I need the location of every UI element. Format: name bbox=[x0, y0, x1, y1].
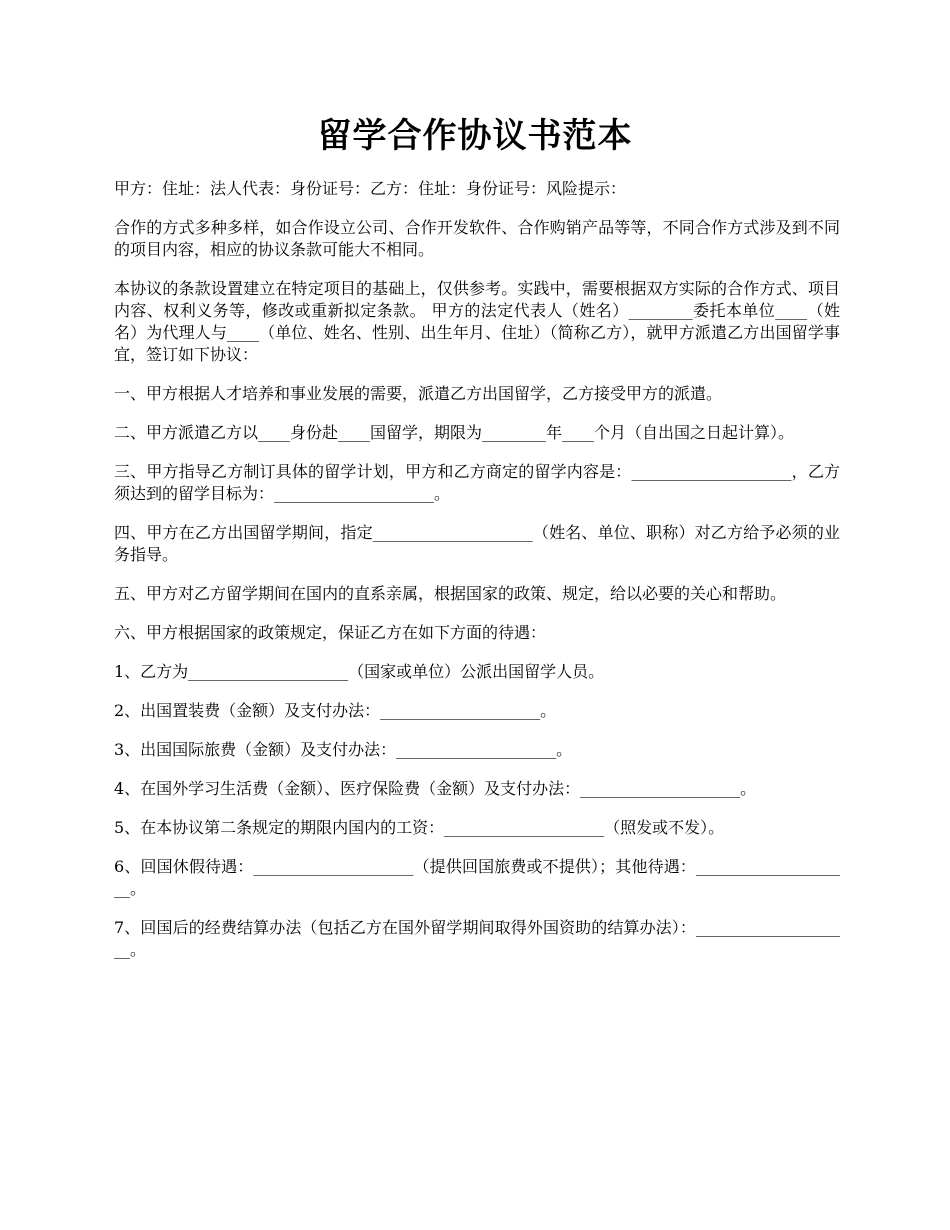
benefit-item-3: 3、出国国际旅费（金额）及支付办法：____________________。 bbox=[114, 740, 573, 759]
document-body bbox=[114, 178, 840, 978]
benefit-item-4: 4、在国外学习生活费（金额）、医疗保险费（金额）及支付办法：____________________。 bbox=[114, 779, 757, 798]
benefit-item-5: 5、在本协议第二条规定的期限内国内的工资：____________________（照发或不发）。 bbox=[114, 818, 725, 837]
benefit-item-7: 7、回国后的经费结算办法（包括乙方在国外留学期间取得外国资助的结算办法）：____________________。 bbox=[114, 918, 840, 959]
party-info-paragraph: 甲方：住址：法人代表：身份证号：乙方：住址：身份证号：风险提示： bbox=[114, 179, 627, 198]
benefit-item-1: 1、乙方为____________________（国家或单位）公派出国留学人员。 bbox=[114, 662, 605, 681]
clause-6: 六、甲方根据国家的政策规定，保证乙方在如下方面的待遇： bbox=[114, 623, 547, 642]
benefit-item-2: 2、出国置装费（金额）及支付办法：____________________。 bbox=[114, 701, 557, 720]
clause-5: 五、甲方对乙方留学期间在国内的直系亲属，根据国家的政策、规定，给以必要的关心和帮助。 bbox=[114, 584, 787, 603]
preamble-paragraph: 本协议的条款设置建立在特定项目的基础上，仅供参考。实践中，需要根据双方实际的合作方式、项目内容、权利义务等，修改或重新拟定条款。 甲方的法定代表人（姓名）________委托本单位____（姓名）为代理人与____（单位、姓名、性别、出生年月、住址）（简称乙方），就甲方派遣乙方出国留学事宜，签订如下协议： bbox=[114, 279, 840, 364]
document-title: 留学合作协议书范本 bbox=[317, 116, 633, 156]
clause-3: 三、甲方指导乙方制订具体的留学计划，甲方和乙方商定的留学内容是：____________________，乙方须达到的留学目标为：____________________。 bbox=[114, 462, 840, 503]
clause-4: 四、甲方在乙方出国留学期间，指定____________________（姓名、单位、职称）对乙方给予必须的业务指导。 bbox=[114, 523, 840, 564]
benefit-item-6: 6、回国休假待遇：____________________（提供回国旅费或不提供）；其他待遇：____________________。 bbox=[114, 857, 840, 898]
risk-note-paragraph: 合作的方式多种多样，如合作设立公司、合作开发软件、合作购销产品等等，不同合作方式涉及到不同的项目内容，相应的协议条款可能大不相同。 bbox=[114, 218, 840, 259]
clause-2: 二、甲方派遣乙方以____身份赴____国留学，期限为________年____个月（自出国之日起计算）。 bbox=[114, 423, 795, 442]
clause-1: 一、甲方根据人才培养和事业发展的需要，派遣乙方出国留学，乙方接受甲方的派遣。 bbox=[114, 384, 723, 403]
